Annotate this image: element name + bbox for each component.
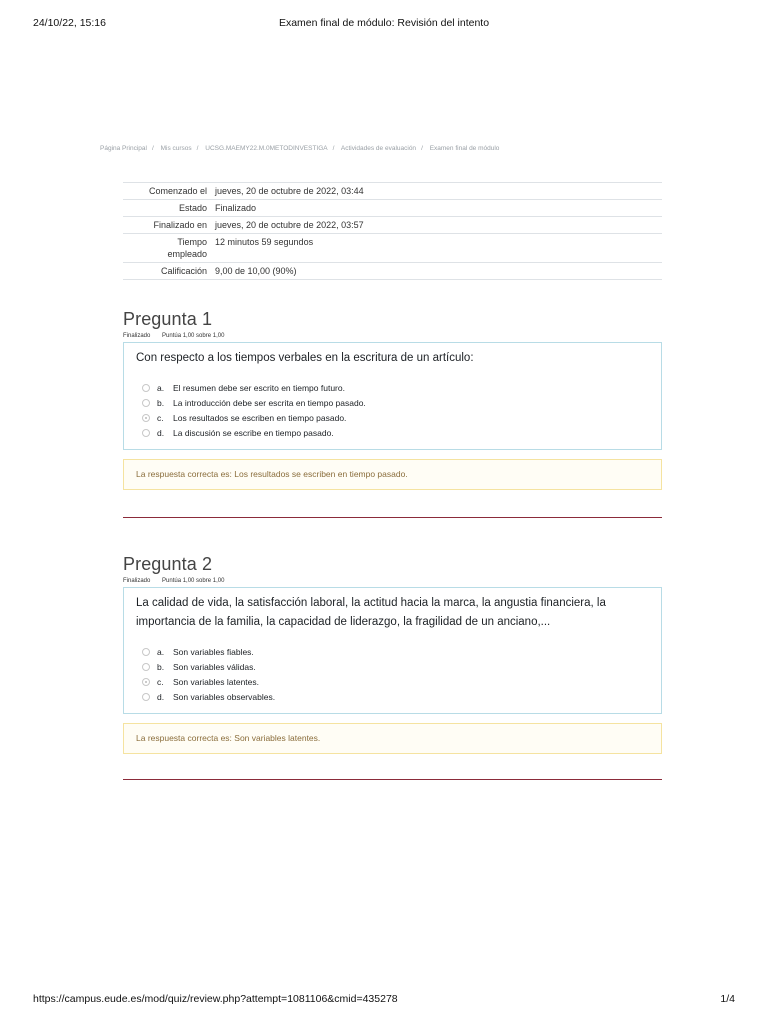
answer-letter: c. — [157, 676, 164, 687]
radio-icon[interactable] — [142, 384, 150, 392]
question-text: Con respecto a los tiempos verbales en la escritura de un artículo: — [136, 352, 474, 364]
answer-option-b[interactable] — [136, 659, 649, 674]
print-page-title: Examen final de módulo: Revisión del intento — [278, 17, 490, 29]
question-score: Puntúa 1,00 sobre 1,00 — [162, 333, 225, 339]
answer-letter: a. — [157, 646, 165, 657]
answer-text: Son variables latentes. — [173, 676, 259, 687]
breadcrumb-separator: / — [421, 145, 423, 152]
summary-value: jueves, 20 de octubre de 2022, 03:57 — [215, 220, 364, 230]
print-header — [0, 17, 768, 31]
radio-icon[interactable] — [142, 693, 150, 701]
answer-text: Son variables fiables. — [173, 646, 254, 657]
answer-text: Son variables observables. — [173, 692, 276, 703]
summary-row-grade — [123, 263, 662, 280]
question-text: La calidad de vida, la satisfacción laboral, la actitud hacia la marca, la angustia financiera, la importancia de la familia, la capacidad de liderazgo, la fragilidad de un anciano,... — [136, 597, 606, 628]
summary-value: 12 minutos 59 segundos — [215, 237, 314, 247]
breadcrumb-exam[interactable]: Examen final de módulo — [429, 145, 500, 152]
answer-letter: a. — [157, 382, 165, 393]
question-divider — [123, 779, 662, 780]
question-content-box — [123, 587, 662, 714]
attempt-summary-table — [123, 182, 662, 280]
summary-row-started — [123, 183, 662, 200]
question-2 — [123, 554, 662, 754]
answer-text: Los resultados se escriben en tiempo pasado. — [173, 412, 347, 423]
answer-letter: c. — [157, 412, 164, 423]
summary-label: Calificación — [160, 266, 207, 276]
answer-letter: b. — [157, 661, 165, 672]
summary-value: jueves, 20 de octubre de 2022, 03:44 — [215, 186, 364, 196]
question-status: Finalizado — [123, 333, 151, 339]
answer-letter: d. — [157, 692, 165, 703]
answer-option-b[interactable] — [136, 395, 649, 410]
print-datetime: 24/10/22, 15:16 — [33, 17, 106, 29]
question-meta — [123, 578, 662, 584]
print-url: https://campus.eude.es/mod/quiz/review.php?attempt=1081106&cmid=435278 — [33, 993, 398, 1005]
question-title: Pregunta 1 — [123, 309, 213, 329]
answer-list — [136, 380, 649, 441]
answer-letter: d. — [157, 428, 165, 439]
question-status: Finalizado — [123, 578, 151, 584]
answer-text: La discusión se escribe en tiempo pasado. — [173, 428, 334, 439]
breadcrumb-course[interactable]: UCSG.MAEMY22.M.0METODINVESTIGA — [205, 145, 328, 152]
answer-option-a[interactable] — [136, 380, 649, 395]
summary-row-time-taken — [123, 234, 662, 263]
answer-option-d[interactable] — [136, 426, 649, 441]
question-meta — [123, 333, 662, 339]
radio-icon[interactable] — [142, 648, 150, 656]
radio-icon[interactable] — [142, 429, 150, 437]
correct-answer-feedback: La respuesta correcta es: Los resultados se escriben en tiempo pasado. — [123, 459, 662, 490]
answer-option-d[interactable] — [136, 690, 649, 705]
breadcrumb-activities[interactable]: Actividades de evaluación — [340, 145, 417, 152]
summary-value: 9,00 de 10,00 (90%) — [215, 266, 297, 276]
print-page-number: 1/4 — [720, 993, 735, 1005]
answer-list — [136, 644, 649, 705]
answer-letter: b. — [157, 397, 165, 408]
answer-option-c[interactable] — [136, 410, 649, 425]
question-score: Puntúa 1,00 sobre 1,00 — [162, 578, 225, 584]
summary-label: Estado — [178, 203, 207, 213]
summary-value: Finalizado — [215, 203, 257, 213]
answer-text: Son variables válidas. — [173, 661, 256, 672]
answer-option-c[interactable] — [136, 674, 649, 689]
answer-text: El resumen debe ser escrito en tiempo futuro. — [173, 382, 345, 393]
question-title: Pregunta 2 — [123, 554, 213, 574]
summary-row-state — [123, 200, 662, 217]
breadcrumb-home[interactable]: Página Principal — [100, 145, 147, 152]
breadcrumb-separator: / — [196, 145, 199, 152]
radio-icon[interactable] — [142, 399, 150, 407]
question-1 — [123, 309, 662, 490]
breadcrumb-separator: / — [332, 145, 335, 152]
breadcrumb — [100, 145, 499, 152]
radio-checked-icon[interactable] — [142, 414, 150, 422]
breadcrumb-separator: / — [151, 145, 154, 152]
summary-label: Finalizado en — [153, 220, 207, 230]
question-divider — [123, 517, 662, 518]
summary-label: Comenzado el — [148, 186, 207, 196]
question-content-box — [123, 342, 662, 450]
radio-checked-icon[interactable] — [142, 678, 150, 686]
answer-text: La introducción debe ser escrita en tiempo pasado. — [173, 397, 366, 408]
print-footer — [0, 993, 768, 1007]
answer-option-a[interactable] — [136, 644, 649, 659]
radio-icon[interactable] — [142, 663, 150, 671]
breadcrumb-my-courses[interactable]: Mis cursos — [160, 145, 192, 152]
correct-answer-feedback: La respuesta correcta es: Son variables latentes. — [123, 723, 662, 754]
summary-row-completed — [123, 217, 662, 234]
summary-label: Tiempo empleado — [167, 237, 207, 259]
